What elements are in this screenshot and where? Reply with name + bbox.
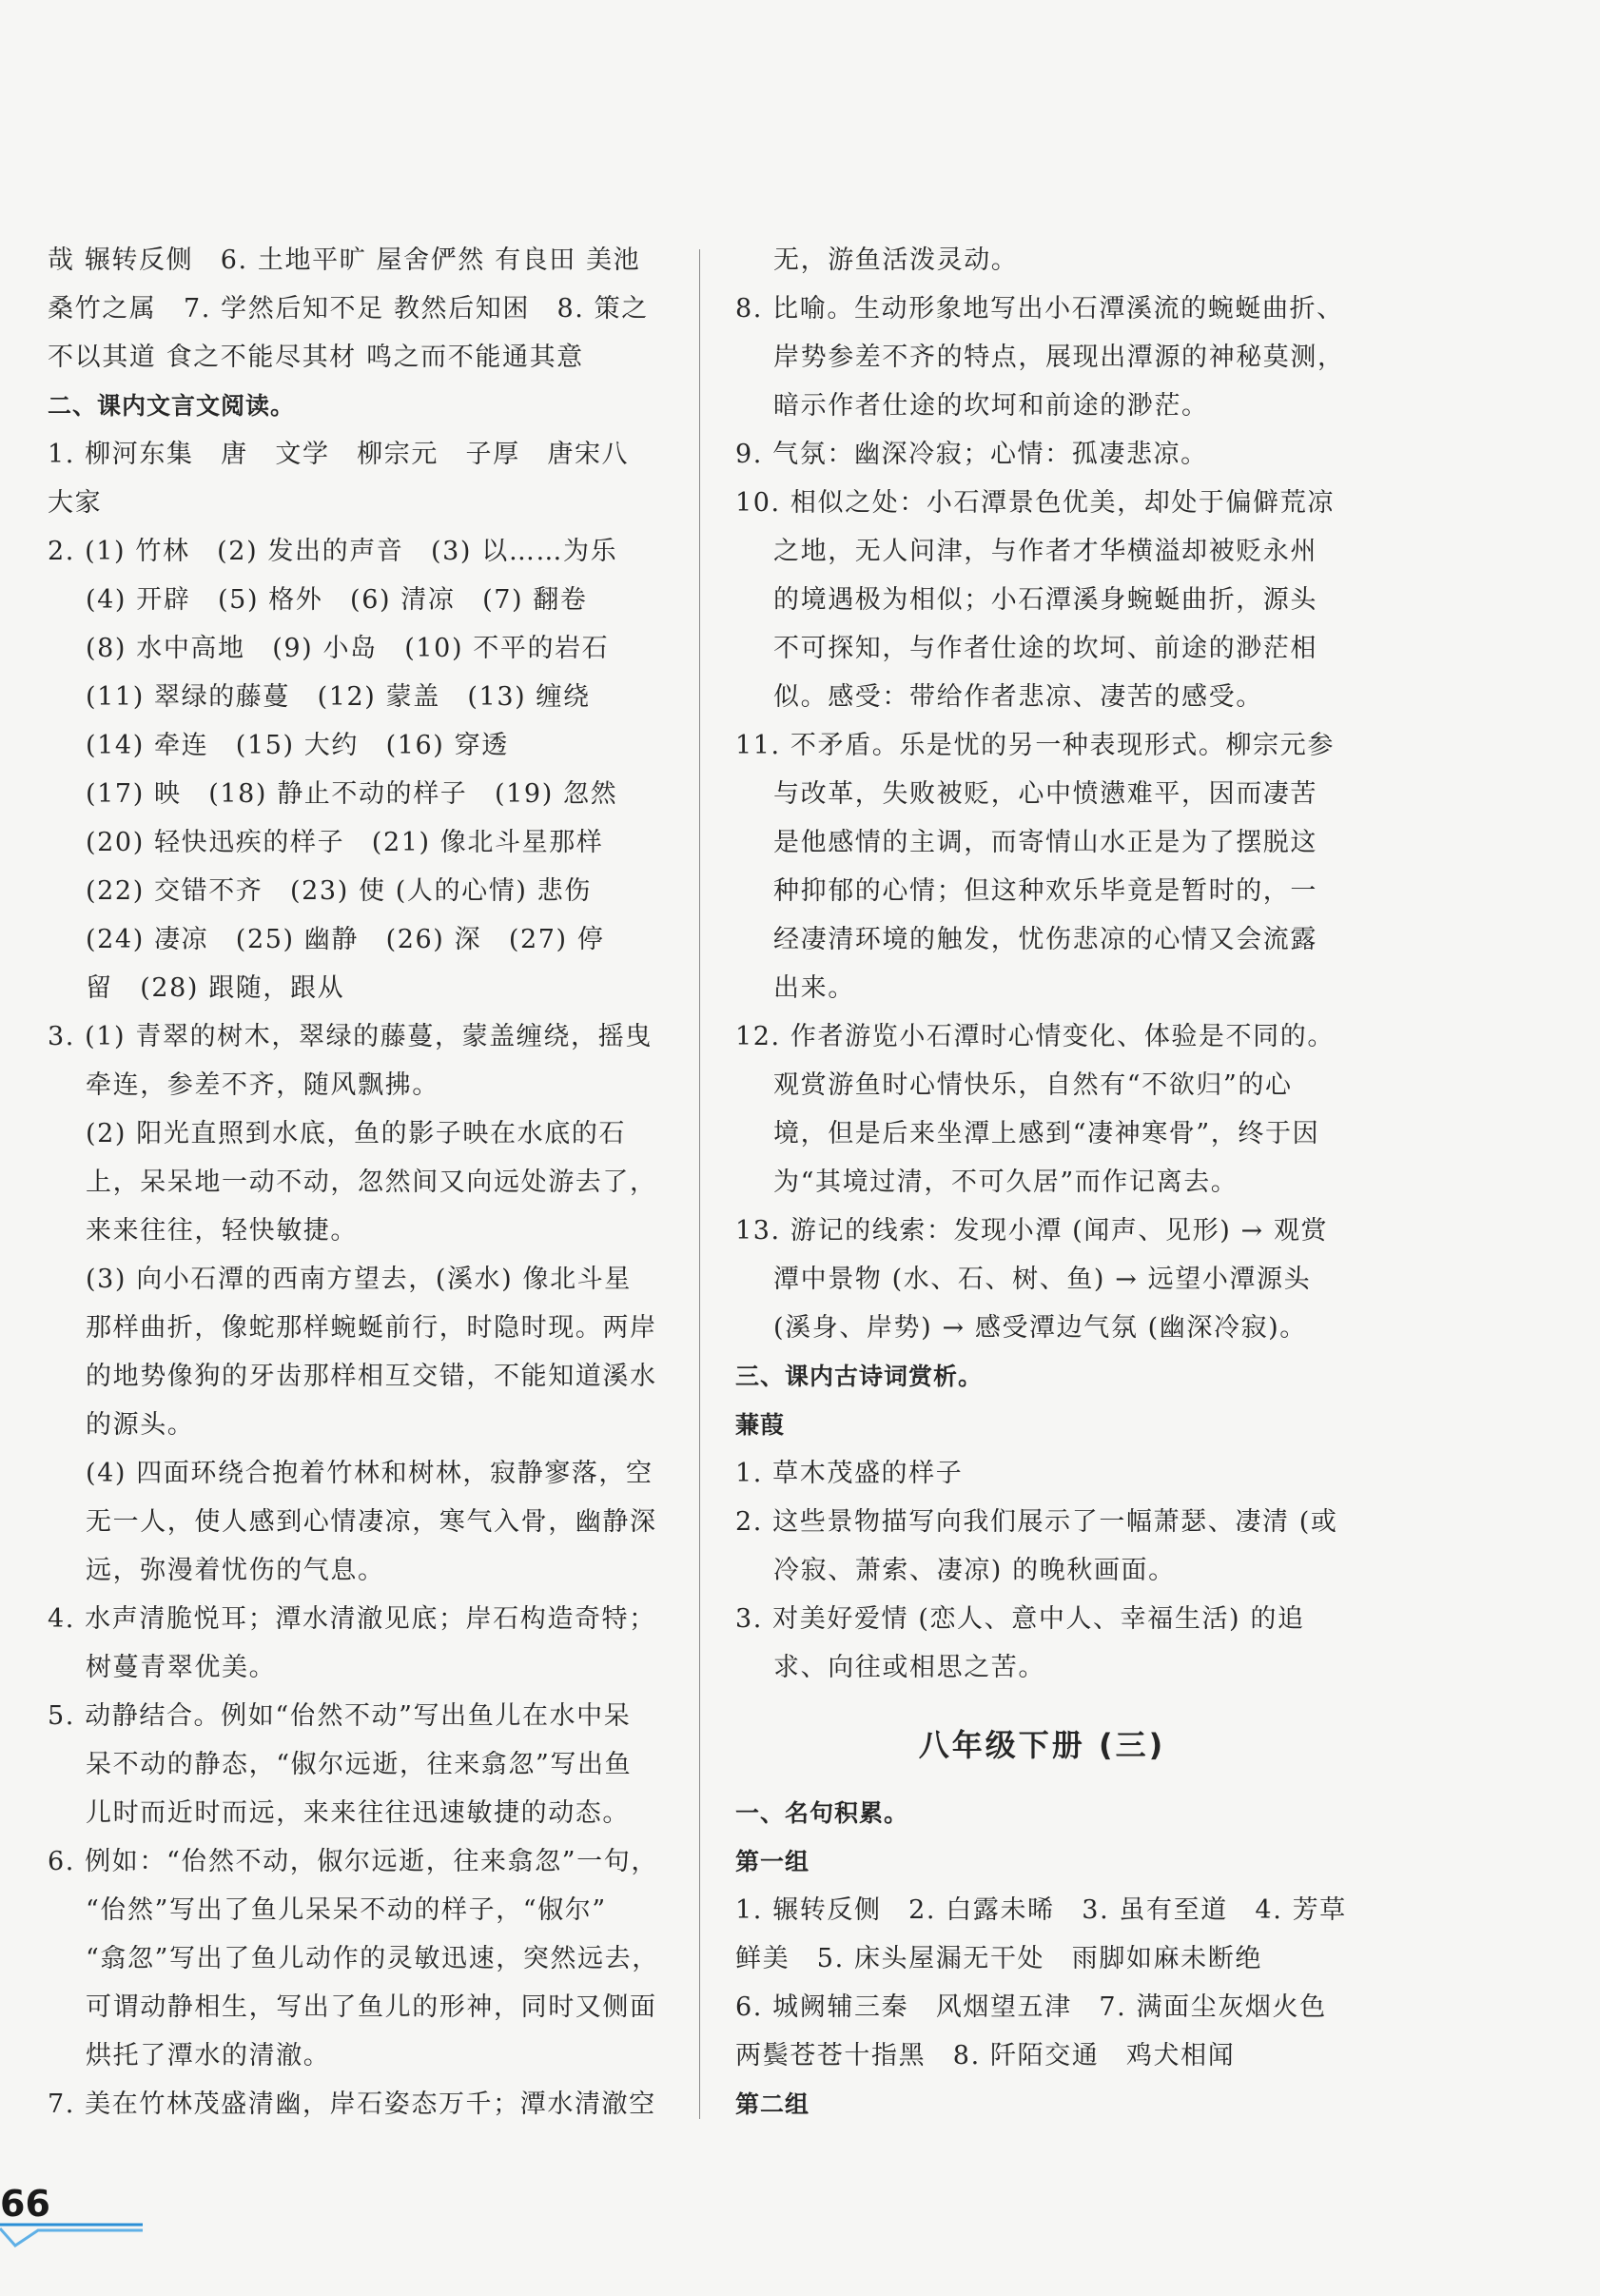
text-line: (22) 交错不齐 (23) 使 (人的心情) 悲伤 [86,876,592,906]
text-line: “翕忽”写出了鱼儿动作的灵敏迅速，突然远去， [86,1944,659,1973]
group-heading: 第二组 [735,2090,810,2118]
text-line: 5. 动静结合。例如“佁然不动”写出鱼儿在水中呆 [48,1701,632,1731]
text-line: 岸势参差不齐的特点，展现出潭源的神秘莫测， [773,343,1345,372]
text-line: 儿时而近时而远，来来往往迅速敏捷的动态。 [86,1798,630,1828]
text-line: 无一人，使人感到心情凄凉，寒气入骨，幽静深 [86,1507,657,1537]
text-line: 树蔓青翠优美。 [86,1653,277,1682]
text-line: (24) 凄凉 (25) 幽静 (26) 深 (27) 停 [86,925,605,954]
text-line: 呆不动的静态，“俶尔远逝，往来翕忽”写出鱼 [86,1750,633,1779]
text-line: 来来往往，轻快敏捷。 [86,1216,358,1246]
text-line: 桑竹之属 7. 学然后知不足 教然后知困 8. 策之 [48,294,649,324]
text-line: (4) 开辟 (5) 格外 (6) 清凉 (7) 翻卷 [86,585,588,615]
text-line: 似。感受：带给作者悲凉、凄苦的感受。 [773,682,1263,712]
text-line: 10. 相似之处：小石潭景色优美，却处于偏僻荒凉 [735,488,1335,518]
text-line: 经凄清环境的触发，忧伤悲凉的心情又会流露 [773,925,1317,954]
text-line: (14) 牵连 (15) 大约 (16) 穿透 [86,731,509,760]
text-line: 留 (28) 跟随，跟从 [86,973,345,1003]
text-line: 为“其境过清，不可久居”而作记离去。 [773,1168,1239,1197]
text-line: 8. 比喻。生动形象地写出小石潭溪流的蜿蜒曲折、 [735,294,1344,324]
text-line: “佁然”写出了鱼儿呆呆不动的样子，“俶尔” [86,1895,607,1925]
section-heading: 二、课内文言文阅读。 [48,392,296,420]
text-line: 牵连，参差不齐，随风飘拂。 [86,1070,439,1100]
text-line: 13. 游记的线索：发现小潭 (闻声、见形) → 观赏 [735,1216,1329,1246]
text-line: (2) 阳光直照到水底，鱼的影子映在水底的石 [86,1119,627,1148]
text-line: 冷寂、萧索、凄凉) 的晚秋画面。 [773,1556,1176,1585]
text-line: 远，弥漫着忧伤的气息。 [86,1556,385,1585]
text-line: 不以其道 食之不能尽其材 鸣之而不能通其意 [48,343,584,372]
text-line: 12. 作者游览小石潭时心情变化、体验是不同的。 [735,1022,1335,1051]
text-line: 11. 不矛盾。乐是忧的另一种表现形式。柳宗元参 [735,731,1335,760]
text-line: 6. 例如：“佁然不动，俶尔远逝，往来翕忽”一句， [48,1847,658,1876]
text-line: 的境遇极为相似；小石潭溪身蜿蜒曲折，源头 [773,585,1317,615]
text-line: 1. 柳河东集 唐 文学 柳宗元 子厚 唐宋八 [48,440,630,469]
text-line: 的源头。 [86,1410,195,1440]
text-line: 哉 辗转反侧 6. 土地平旷 屋舍俨然 有良田 美池 [48,245,641,275]
text-line: 不可探知，与作者仕途的坎坷、前途的渺茫相 [773,634,1317,663]
text-line: 那样曲折，像蛇那样蜿蜒前行，时隐时现。两岸 [86,1313,657,1343]
text-line: (20) 轻快迅疾的样子 (21) 像北斗星那样 [86,828,604,857]
text-line: 1. 辗转反侧 2. 白露未晞 3. 虽有至道 4. 芳草 [735,1895,1347,1925]
text-line: 鲜美 5. 床头屋漏无干处 雨脚如麻未断绝 [735,1944,1262,1973]
text-line: 与改革，失败被贬，心中愤懑难平，因而凄苦 [773,779,1317,809]
text-line: 2. (1) 竹林 (2) 发出的声音 (3) 以……为乐 [48,537,618,566]
text-line: 7. 美在竹林茂盛清幽，岸石姿态万千；潭水清澈空 [48,2090,656,2119]
text-line: (11) 翠绿的藤蔓 (12) 蒙盖 (13) 缠绕 [86,682,591,712]
right-column [735,236,1349,2129]
text-line: (4) 四面环绕合抱着竹林和树林，寂静寥落，空 [86,1459,654,1488]
text-line: 两鬓苍苍十指黑 8. 阡陌交通 鸡犬相闻 [735,2041,1236,2070]
text-line: 无，游鱼活泼灵动。 [773,245,1019,275]
text-line: (溪身、岸势) → 感受潭边气氛 (幽深冷寂)。 [773,1313,1307,1343]
text-line: 的地势像狗的牙齿那样相互交错，不能知道溪水 [86,1362,657,1391]
left-column [48,236,666,2129]
text-line: 1. 草木茂盛的样子 [735,1459,964,1488]
text-line: (8) 水中高地 (9) 小岛 (10) 不平的岩石 [86,634,610,663]
footer-swoosh-decoration [0,2217,152,2255]
text-line: 是他感情的主调，而寄情山水正是为了摆脱这 [773,828,1317,857]
text-line: 境，但是后来坐潭上感到“凄神寒骨”，终于因 [773,1119,1320,1148]
text-line: (17) 映 (18) 静止不动的样子 (19) 忽然 [86,779,618,809]
text-line: 大家 [48,488,103,518]
chapter-title: 八年级下册 (三) [918,1727,1166,1763]
text-line: 6. 城阙辅三秦 风烟望五津 7. 满面尘灰烟火色 [735,1992,1327,2022]
column-divider [699,249,700,2119]
poem-title: 蒹葭 [735,1411,786,1439]
page-number: 66 [0,2183,50,2225]
text-line: 9. 气氛：幽深冷寂；心情：孤凄悲凉。 [735,440,1208,469]
section-heading: 一、名句积累。 [735,1799,909,1827]
text-line: 3. 对美好爱情 (恋人、意中人、幸福生活) 的追 [735,1604,1305,1634]
group-heading: 第一组 [735,1848,810,1875]
text-line: 之地，无人问津，与作者才华横溢却被贬永州 [773,537,1317,566]
text-line: 上，呆呆地一动不动，忽然间又向远处游去了， [86,1168,657,1197]
text-line: 2. 这些景物描写向我们展示了一幅萧瑟、凄清 (或 [735,1507,1338,1537]
text-line: 暗示作者仕途的坎坷和前途的渺茫。 [773,391,1209,421]
text-line: 种抑郁的心情；但这种欢乐毕竟是暂时的，一 [773,876,1317,906]
text-line: (3) 向小石潭的西南方望去，(溪水) 像北斗星 [86,1265,632,1294]
text-line: 潭中景物 (水、石、树、鱼) → 远望小潭源头 [773,1265,1312,1294]
text-line: 观赏游鱼时心情快乐，自然有“不欲归”的心 [773,1070,1293,1100]
text-line: 4. 水声清脆悦耳；潭水清澈见底；岸石构造奇特； [48,1604,656,1634]
text-line: 出来。 [773,973,855,1003]
text-line: 3. (1) 青翠的树木，翠绿的藤蔓，蒙盖缠绕，摇曳 [48,1022,653,1051]
text-line: 烘托了潭水的清澈。 [86,2041,331,2070]
text-line: 求、向往或相思之苦。 [773,1653,1045,1682]
text-line: 可谓动静相生，写出了鱼儿的形神，同时又侧面 [86,1992,657,2022]
section-heading: 三、课内古诗词赏析。 [735,1363,984,1390]
